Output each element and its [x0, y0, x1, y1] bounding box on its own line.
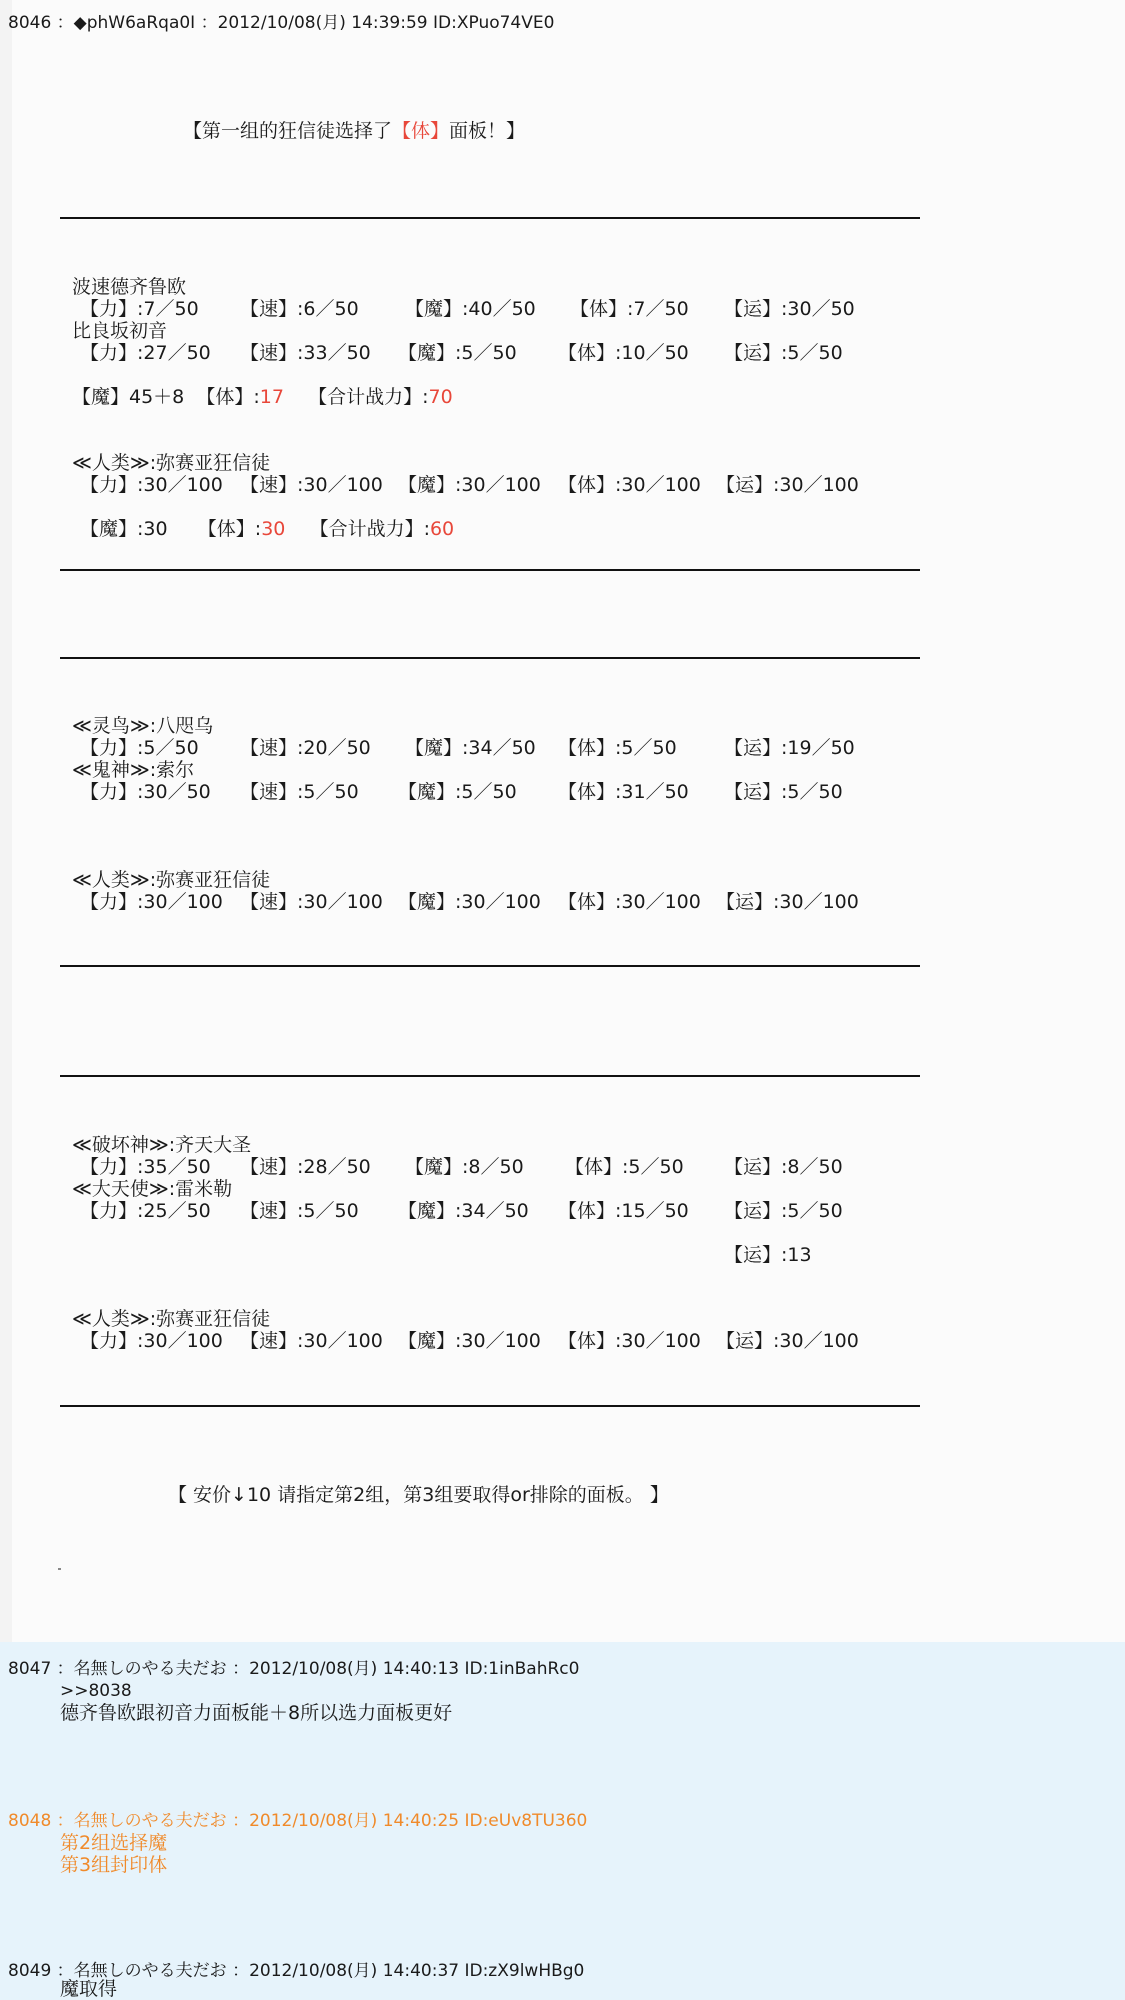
stat-vit: 【体】:15／50 — [558, 1200, 689, 1222]
stat-vit: 【体】:30／100 — [558, 1330, 701, 1352]
stat-str: 【力】:30／50 — [80, 781, 211, 803]
stat-mag: 【魔】:5／50 — [398, 781, 517, 803]
post-body-8048-line2: 第3组封印体 — [60, 1854, 168, 1876]
stat-str: 【力】:5／50 — [80, 737, 199, 759]
stat-spd: 【速】:33／50 — [240, 342, 371, 364]
stat-vit: 【体】:30／100 — [558, 474, 701, 496]
stat-spd: 【速】:30／100 — [240, 1330, 383, 1352]
stat-luck: 【运】:30／100 — [716, 474, 859, 496]
stat-vit: 【体】:31／50 — [558, 781, 689, 803]
enemy-name: ≪人类≫:弥赛亚狂信徒 — [72, 869, 271, 891]
summary-line: 【魔】45＋8 【体】:17 【合计战力】:70 — [72, 386, 453, 408]
stat-mag: 【魔】:30／100 — [398, 474, 541, 496]
post-body — [12, 0, 1125, 1642]
stat-str: 【力】:25／50 — [80, 1200, 211, 1222]
stat-luck: 【运】:30／100 — [716, 891, 859, 913]
stat-luck: 【运】:8／50 — [724, 1156, 843, 1178]
unit-name: ≪灵鸟≫:八咫乌 — [72, 715, 214, 737]
stat-spd: 【速】:20／50 — [240, 737, 371, 759]
post-header-8046: 8046 ：◆phW6aRqa0I ：2012/10/08(月) 14:39:59 ID:XPuo74VE0 — [8, 13, 555, 33]
unit-name: ≪鬼神≫:索尔 — [72, 759, 195, 781]
stat-mag: 【魔】:5／50 — [398, 342, 517, 364]
stat-str: 【力】:30／100 — [80, 891, 223, 913]
stat-str: 【力】:30／100 — [80, 1330, 223, 1352]
stat-mag: 【魔】:8／50 — [405, 1156, 524, 1178]
stat-mag: 【魔】:30／100 — [398, 891, 541, 913]
stat-spd: 【速】:28／50 — [240, 1156, 371, 1178]
divider — [60, 217, 920, 219]
announce: 【第一组的狂信徒选择了【体】面板！】 — [183, 120, 526, 142]
stat-vit: 【体】:7／50 — [570, 298, 689, 320]
stat-mag: 【魔】:40／50 — [405, 298, 536, 320]
stat-luck: 【运】:5／50 — [724, 342, 843, 364]
stray-dot — [58, 1568, 61, 1570]
unit-name: 比良坂初音 — [72, 320, 168, 342]
stat-spd: 【速】:5／50 — [240, 1200, 359, 1222]
stat-vit: 【体】:10／50 — [558, 342, 689, 364]
enemy-name: ≪人类≫:弥赛亚狂信徒 — [72, 1308, 271, 1330]
stat-vit: 【体】:5／50 — [565, 1156, 684, 1178]
unit-name: ≪破坏神≫:齐天大圣 — [72, 1134, 252, 1156]
stat-spd: 【速】:6／50 — [240, 298, 359, 320]
divider — [60, 657, 920, 659]
stat-mag: 【魔】:34／50 — [398, 1200, 529, 1222]
post-header-8048: 8048 ：名無しのやる夫だお ：2012/10/08(月) 14:40:25 ID:eUv8TU360 — [8, 1811, 588, 1831]
divider — [60, 965, 920, 967]
stat-luck: 【运】:5／50 — [724, 781, 843, 803]
divider — [60, 1405, 920, 1407]
reply-anchor-link[interactable]: >>8038 — [60, 1681, 132, 1701]
stat-luck: 【运】:5／50 — [724, 1200, 843, 1222]
summary-line: 【魔】:30 【体】:30 【合计战力】:60 — [80, 518, 455, 540]
stat-str: 【力】:35／50 — [80, 1156, 211, 1178]
stat-luck-extra: 【运】:13 — [724, 1244, 812, 1266]
anchor-instruction: 【 安价↓10 请指定第2组，第3组要取得or排除的面板。 】 — [168, 1484, 669, 1506]
post-body-8048-line1: 第2组选择魔 — [60, 1832, 168, 1854]
post-body-8047: 德齐鲁欧跟初音力面板能＋8所以选力面板更好 — [60, 1702, 453, 1724]
stat-vit: 【体】:30／100 — [558, 891, 701, 913]
post-body-8049: 魔取得 — [60, 1978, 118, 2000]
post-left-stripe — [0, 0, 12, 1642]
stat-luck: 【运】:30／50 — [724, 298, 855, 320]
stat-mag: 【魔】:30／100 — [398, 1330, 541, 1352]
enemy-name: ≪人类≫:弥赛亚狂信徒 — [72, 452, 271, 474]
stat-str: 【力】:27／50 — [80, 342, 211, 364]
unit-name: 波速德齐鲁欧 — [72, 276, 187, 298]
post-header-8047: 8047 ：名無しのやる夫だお ：2012/10/08(月) 14:40:13 ID:1inBahRc0 — [8, 1659, 580, 1679]
divider — [60, 1075, 920, 1077]
stat-luck: 【运】:19／50 — [724, 737, 855, 759]
post-header-8049: 8049 ：名無しのやる夫だお ：2012/10/08(月) 14:40:37 ID:zX9lwHBg0 — [8, 1961, 585, 1981]
stat-luck: 【运】:30／100 — [716, 1330, 859, 1352]
stat-str: 【力】:7／50 — [80, 298, 199, 320]
unit-name: ≪大天使≫:雷米勒 — [72, 1178, 233, 1200]
stat-spd: 【速】:5／50 — [240, 781, 359, 803]
stat-spd: 【速】:30／100 — [240, 891, 383, 913]
stat-spd: 【速】:30／100 — [240, 474, 383, 496]
stat-vit: 【体】:5／50 — [558, 737, 677, 759]
stat-mag: 【魔】:34／50 — [405, 737, 536, 759]
stat-str: 【力】:30／100 — [80, 474, 223, 496]
divider — [60, 569, 920, 571]
